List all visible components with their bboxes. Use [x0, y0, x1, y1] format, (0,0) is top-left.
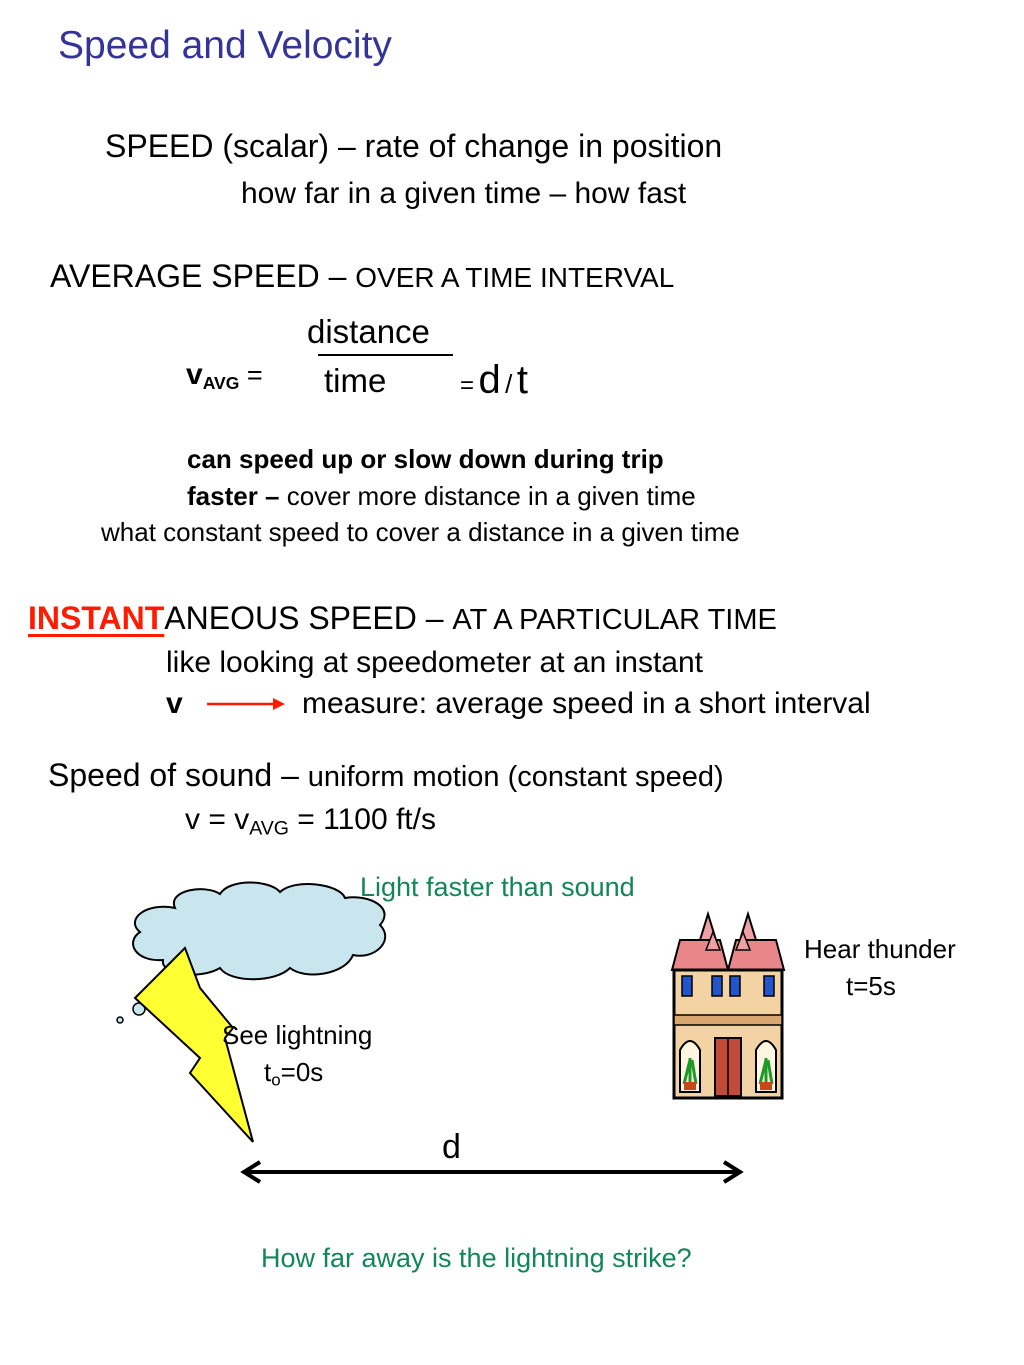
measure-note: measure: average speed in a short interval [302, 687, 871, 720]
sound-heading-main: Speed of sound – [48, 757, 308, 793]
sound-eq-post: = 1100 ft/s [288, 803, 436, 836]
d-over-t [460, 358, 528, 403]
slash: / [505, 369, 513, 399]
page-title: Speed and Velocity [58, 24, 392, 67]
distance-label: d [442, 1128, 461, 1166]
question-text: How far away is the lightning strike? [261, 1243, 692, 1273]
house-icon [670, 910, 786, 1102]
avg-heading-main: AVERAGE SPEED – [50, 258, 356, 294]
avg-subscript: AVG [202, 372, 240, 393]
v-letter: v [186, 358, 203, 391]
instant-highlight: INSTANT [28, 600, 165, 636]
speedometer-note: like looking at speedometer at an instant [166, 646, 703, 679]
instant-v-symbol: v [166, 687, 183, 720]
faster-label: faster – [187, 481, 287, 511]
speed-subtitle: how far in a given time – how fast [241, 177, 687, 210]
constant-speed-note: what constant speed to cover a distance in a given time [101, 517, 740, 547]
fraction-denominator: time [324, 362, 387, 399]
avg-speed-heading [50, 258, 674, 295]
distance-arrow [240, 1160, 744, 1184]
hear-thunder-label: Hear thunder [804, 934, 956, 964]
sound-heading [48, 757, 724, 794]
sound-equation [185, 803, 436, 840]
red-arrow [205, 694, 285, 714]
t0-label [264, 1057, 323, 1088]
t5-label: t=5s [846, 971, 896, 1001]
light-caption: Light faster than sound [360, 872, 635, 902]
vavg-symbol [186, 358, 263, 392]
cloud-lightning-icon [105, 880, 405, 1150]
instant-heading [28, 600, 777, 637]
instant-heading-small: AT A PARTICULAR TIME [452, 604, 777, 636]
sound-heading-small: uniform motion (constant speed) [307, 761, 724, 793]
d-symbol: d [478, 358, 501, 402]
t0-t: t [264, 1057, 272, 1087]
equals-sign-2: = [460, 372, 475, 399]
fraction-numerator: distance [307, 313, 430, 350]
avg-heading-small: OVER A TIME INTERVAL [355, 262, 675, 293]
t-symbol: t [516, 358, 528, 402]
speed-heading: SPEED (scalar) – rate of change in position [105, 128, 723, 164]
speed-change-note: can speed up or slow down during trip [187, 444, 664, 474]
see-lightning-label: See lightning [222, 1020, 373, 1050]
equals-sign: = [239, 360, 263, 390]
instant-heading-rest: ANEOUS SPEED – [164, 600, 453, 636]
t0-rest: =0s [280, 1057, 324, 1087]
sound-eq-pre: v = v [185, 803, 250, 836]
t0-sub: o [271, 1070, 281, 1090]
faster-note [187, 481, 696, 512]
fraction-bar [318, 354, 453, 356]
sound-eq-sub: AVG [249, 817, 289, 840]
faster-text: cover more distance in a given time [286, 481, 696, 511]
